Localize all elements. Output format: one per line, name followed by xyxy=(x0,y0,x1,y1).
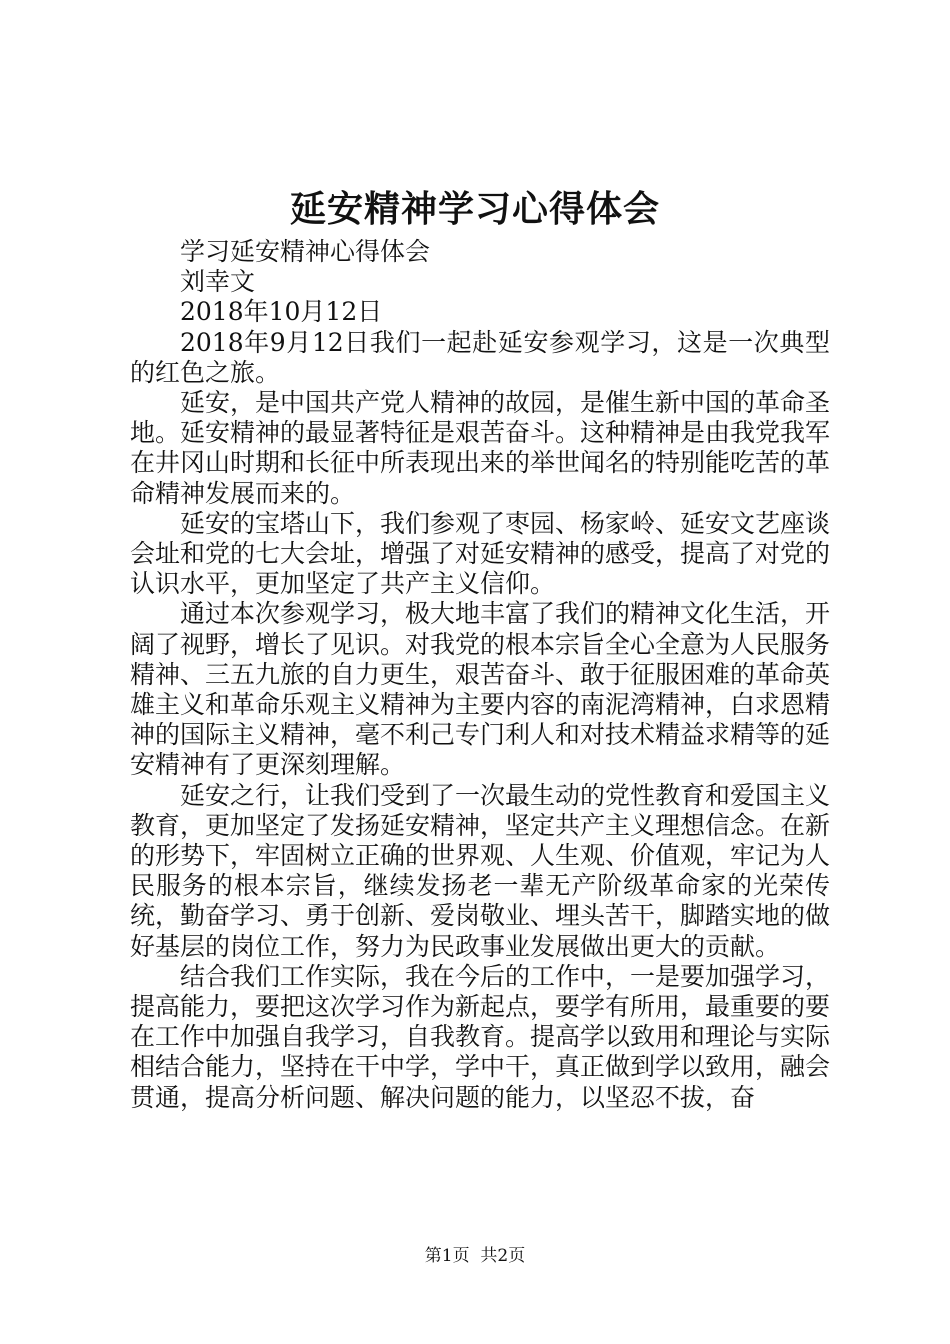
page-number-label: 第1页 共2页 xyxy=(424,1246,526,1266)
body-paragraph: 延安，是中国共产党人精神的故园，是催生新中国的革命圣地。延安精神的最显著特征是艰苦奋斗。这种精神是由我党我军在井冈山时期和长征中所表现出来的举世闻名的特别能吃苦的革命精神发展而来的。 xyxy=(130,388,831,508)
page-footer xyxy=(0,1244,950,1268)
author-paragraph: 刘幸文 xyxy=(180,267,256,297)
body-paragraph: 延安之行，让我们受到了一次最生动的党性教育和爱国主义教育，更加坚定了发扬延安精神，坚定共产主义理想信念。在新的形势下，牢固树立正确的世界观、人生观、价值观，牢记为人民服务的根本宗旨，继续发扬老一辈无产阶级革命家的光荣传统，勤奋学习、勇于创新、爱岗敬业、埋头苦干，脚踏实地的做好基层的岗位工作，努力为民政事业发展做出更大的贡献。 xyxy=(130,780,831,961)
subtitle-paragraph: 学习延安精神心得体会 xyxy=(180,237,431,266)
document-title: 延安精神学习心得体会 xyxy=(289,188,660,230)
document-body xyxy=(130,237,830,1113)
date-paragraph: 2018年10月12日 xyxy=(180,297,383,327)
body-paragraph: 2018年9月12日我们一起赴延安参观学习，这是一次典型的红色之旅。 xyxy=(130,327,830,387)
body-paragraph: 通过本次参观学习，极大地丰富了我们的精神文化生活，开阔了视野，增长了见识。对我党的根本宗旨全心全意为人民服务精神、三五九旅的自力更生，艰苦奋斗、敢于征服困难的革命英雄主义和革命乐观主义精神为主要内容的南泥湾精神，白求恩精神的国际主义精神，毫不利己专门利人和对技术精益求精等的延安精神有了更深刻理解。 xyxy=(130,599,831,780)
body-paragraph: 延安的宝塔山下，我们参观了枣园、杨家岭、延安文艺座谈会址和党的七大会址，增强了对延安精神的感受，提高了对党的认识水平，更加坚定了共产主义信仰。 xyxy=(130,508,831,599)
body-paragraph: 结合我们工作实际，我在今后的工作中，一是要加强学习，提高能力，要把这次学习作为新起点，要学有所用，最重要的要在工作中加强自我学习，自我教育。提高学以致用和理论与实际相结合能力，坚持在干中学，学中干，真正做到学以致用，融会贯通，提高分析问题、解决问题的能力，以坚忍不拔，奋 xyxy=(130,961,831,1112)
